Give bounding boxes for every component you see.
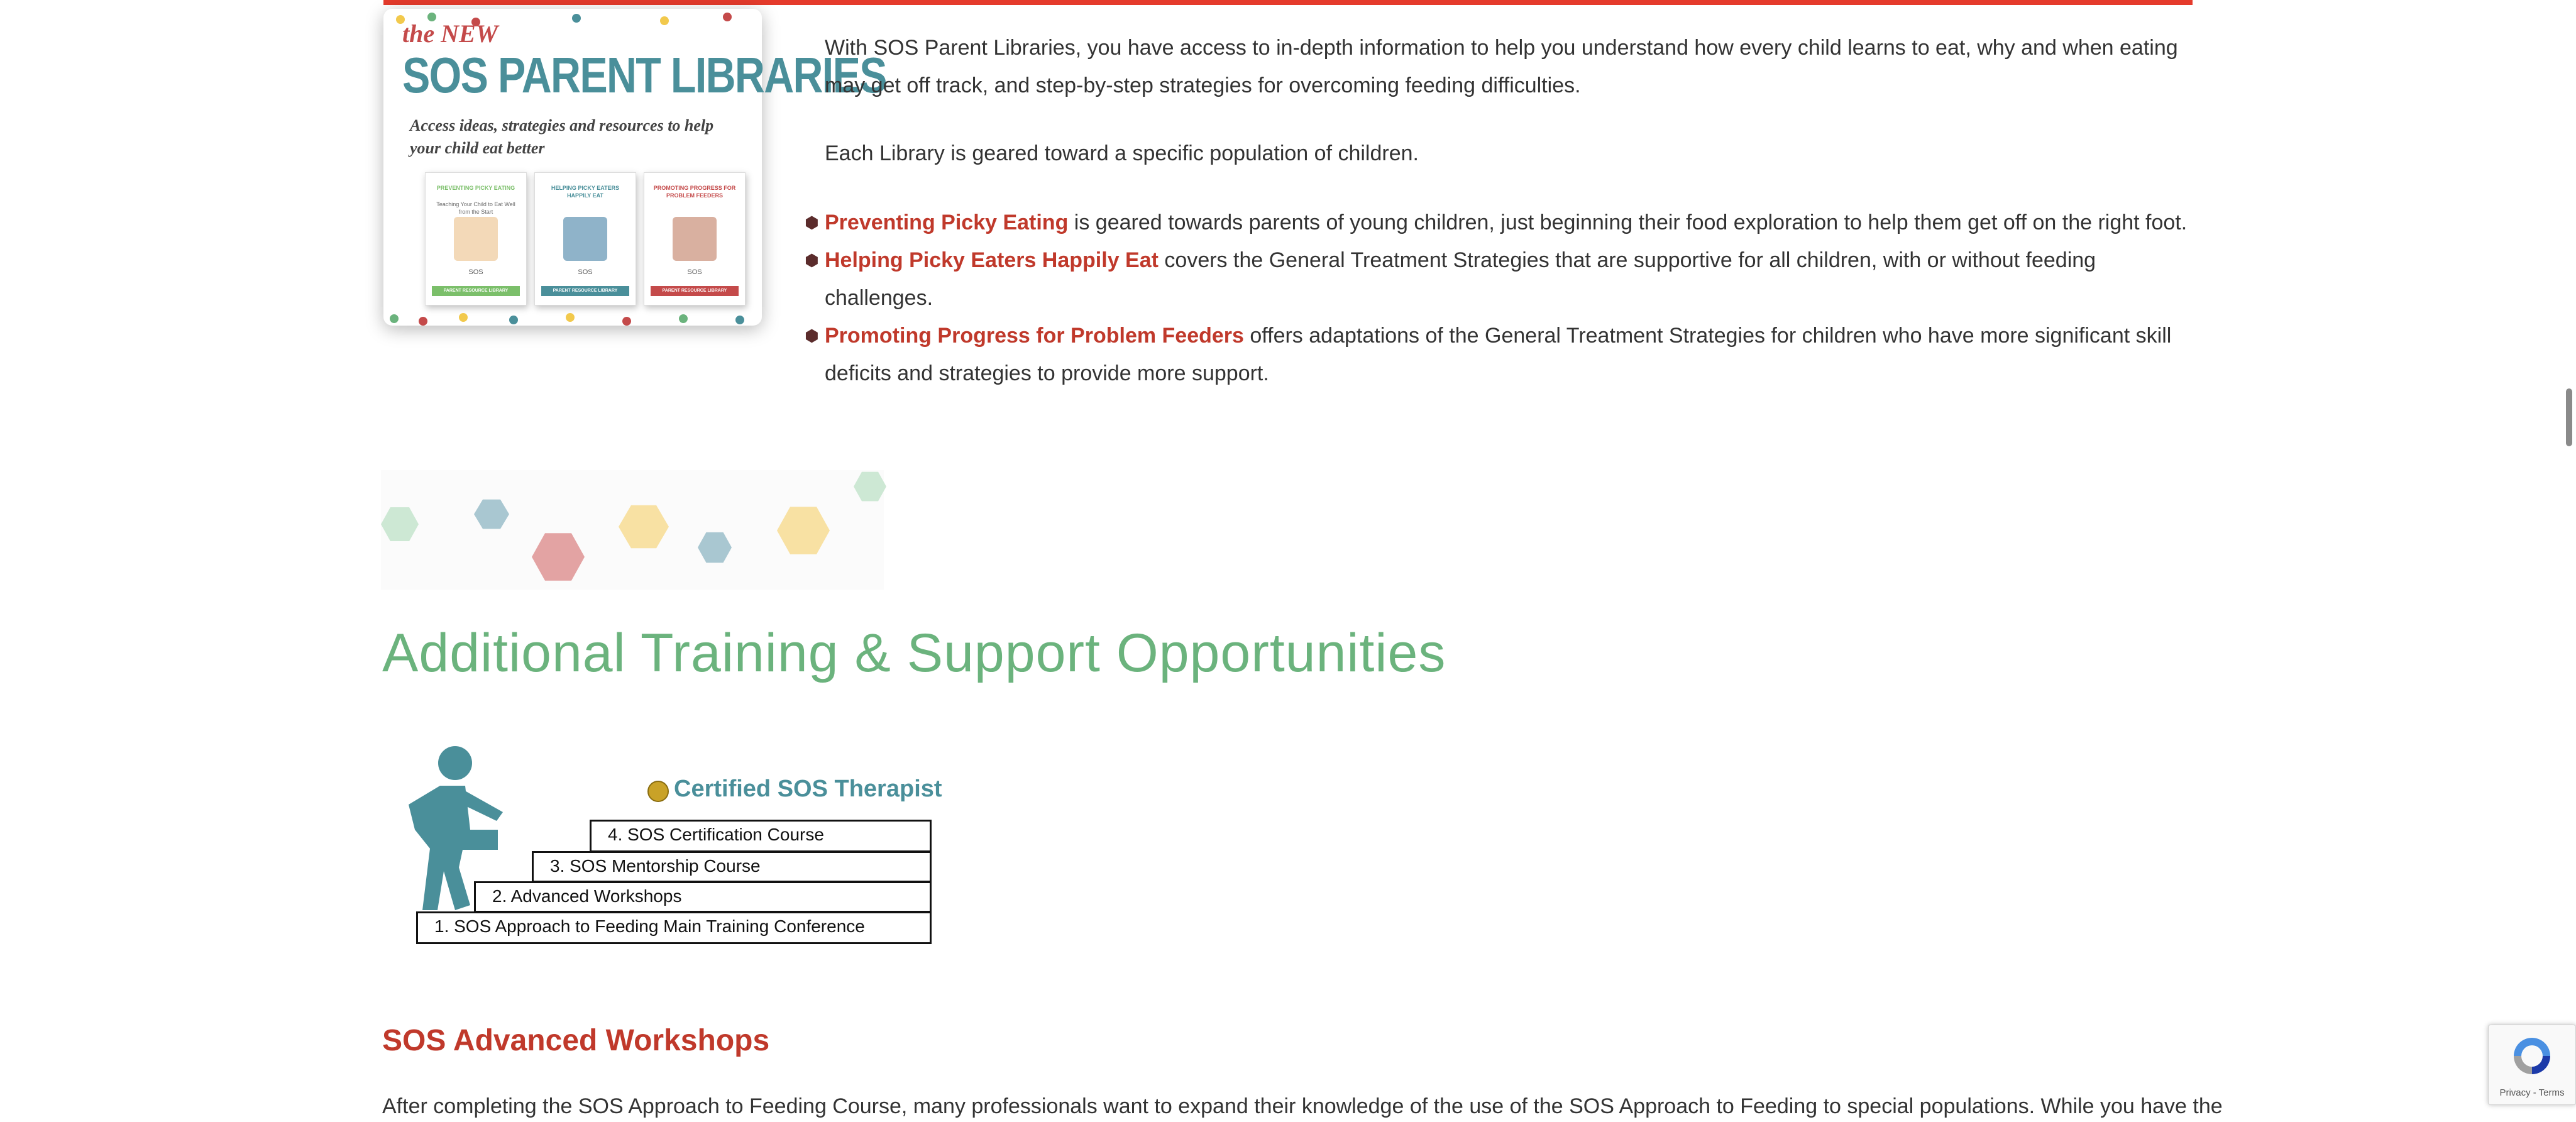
step-mentorship-course: 3. SOS Mentorship Course — [532, 851, 932, 883]
link-helping-picky-eaters[interactable]: Helping Picky Eaters Happily Eat — [825, 248, 1159, 272]
cover-subtitle: Access ideas, strategies and resources to help your child eat better — [410, 116, 714, 157]
intro-paragraph: With SOS Parent Libraries, you have access to in-depth information to help you understand how every child learns to eat, why and when eating may get off track, and step-by-step strategies for overcoming feeding difficulties. — [825, 36, 2178, 97]
confetti-dot — [459, 313, 468, 322]
confetti-dot — [509, 316, 518, 324]
recaptcha-badge[interactable] — [2488, 1025, 2576, 1105]
confetti-dot — [566, 313, 575, 322]
parent-libraries-cover-image — [383, 9, 886, 326]
advanced-workshops-paragraph: After completing the SOS Approach to Feeding Course, many professionals want to expand their knowledge of the use of the SOS Approach to Feeding to special populations. While you have the — [382, 1094, 2223, 1118]
child-photo — [454, 217, 498, 261]
link-preventing-picky-eating[interactable]: Preventing Picky Eating — [825, 211, 1069, 234]
confetti-dot — [390, 314, 399, 323]
child-photo — [673, 217, 717, 261]
top-accent-bar — [383, 0, 2193, 5]
step-main-training-conference: 1. SOS Approach to Feeding Main Training Conference — [416, 911, 932, 944]
recaptcha-links[interactable]: Privacy - Terms — [2499, 1087, 2565, 1098]
advanced-workshops-heading: SOS Advanced Workshops — [382, 1024, 770, 1057]
book-helping-picky-eaters: HELPING PICKY EATERS HAPPILY EAT SOS PARENT RESOURCE LIBRARY — [534, 172, 636, 305]
hexagon-bullet-icon: ⬢ — [805, 213, 819, 232]
hexagon-decoration — [381, 470, 884, 590]
book-preventing-picky-eating: PREVENTING PICKY EATING Teaching Your Child to Eat Well from the Start SOS PARENT RESOURCE LIBRARY — [425, 172, 527, 305]
child-photo — [563, 217, 607, 261]
step-certification-course: 4. SOS Certification Course — [590, 820, 932, 852]
cover-new-tag: the NEW — [402, 19, 498, 48]
cover-title: SOS PARENT LIBRARIES — [402, 47, 886, 103]
scrollbar-thumb[interactable] — [2566, 388, 2572, 446]
hexagon-shape — [698, 531, 732, 564]
confetti-dot — [723, 13, 732, 21]
section-title: Additional Training & Support Opportunities — [382, 623, 1446, 683]
link-promoting-progress[interactable]: Promoting Progress for Problem Feeders — [825, 324, 1244, 348]
hexagon-shape — [777, 504, 830, 557]
book-promoting-progress: PROMOTING PROGRESS FOR PROBLEM FEEDERS SOS PARENT RESOURCE LIBRARY — [644, 172, 746, 305]
training-staircase-diagram — [402, 742, 955, 949]
intro-paragraph-2: Each Library is geared toward a specific population of children. — [825, 141, 1419, 165]
hexagon-shape — [619, 503, 669, 551]
list-item: ⬢ Preventing Picky Eating is geared towards parents of young children, just beginning their food exploration to help them get off on the right foot. — [805, 204, 2188, 241]
confetti-dot — [660, 16, 669, 25]
step-advanced-workshops: 2. Advanced Workshops — [474, 881, 932, 913]
hexagon-shape — [381, 505, 419, 543]
list-item: ⬢ Helping Picky Eaters Happily Eat covers the General Treatment Strategies that are supportive for all children, with or without feeding challenges. — [805, 241, 2188, 317]
hexagon-shape — [854, 470, 886, 503]
confetti-dot — [735, 316, 744, 324]
library-bullet-list — [805, 204, 2188, 392]
hexagon-shape — [532, 531, 585, 583]
confetti-dot — [572, 14, 581, 23]
confetti-dot — [622, 317, 631, 326]
gold-medal-icon — [647, 781, 669, 802]
certified-therapist-label: Certified SOS Therapist — [674, 776, 942, 802]
hexagon-bullet-icon: ⬢ — [805, 326, 819, 345]
confetti-dot — [679, 314, 688, 323]
hexagon-shape — [474, 498, 509, 531]
recaptcha-icon — [2510, 1034, 2554, 1078]
list-item: ⬢ Promoting Progress for Problem Feeders offers adaptations of the General Treatment Strategies for children who have more significant skill deficits and strategies to provide more support. — [805, 317, 2188, 392]
hexagon-bullet-icon: ⬢ — [805, 251, 819, 270]
confetti-dot — [419, 317, 427, 326]
